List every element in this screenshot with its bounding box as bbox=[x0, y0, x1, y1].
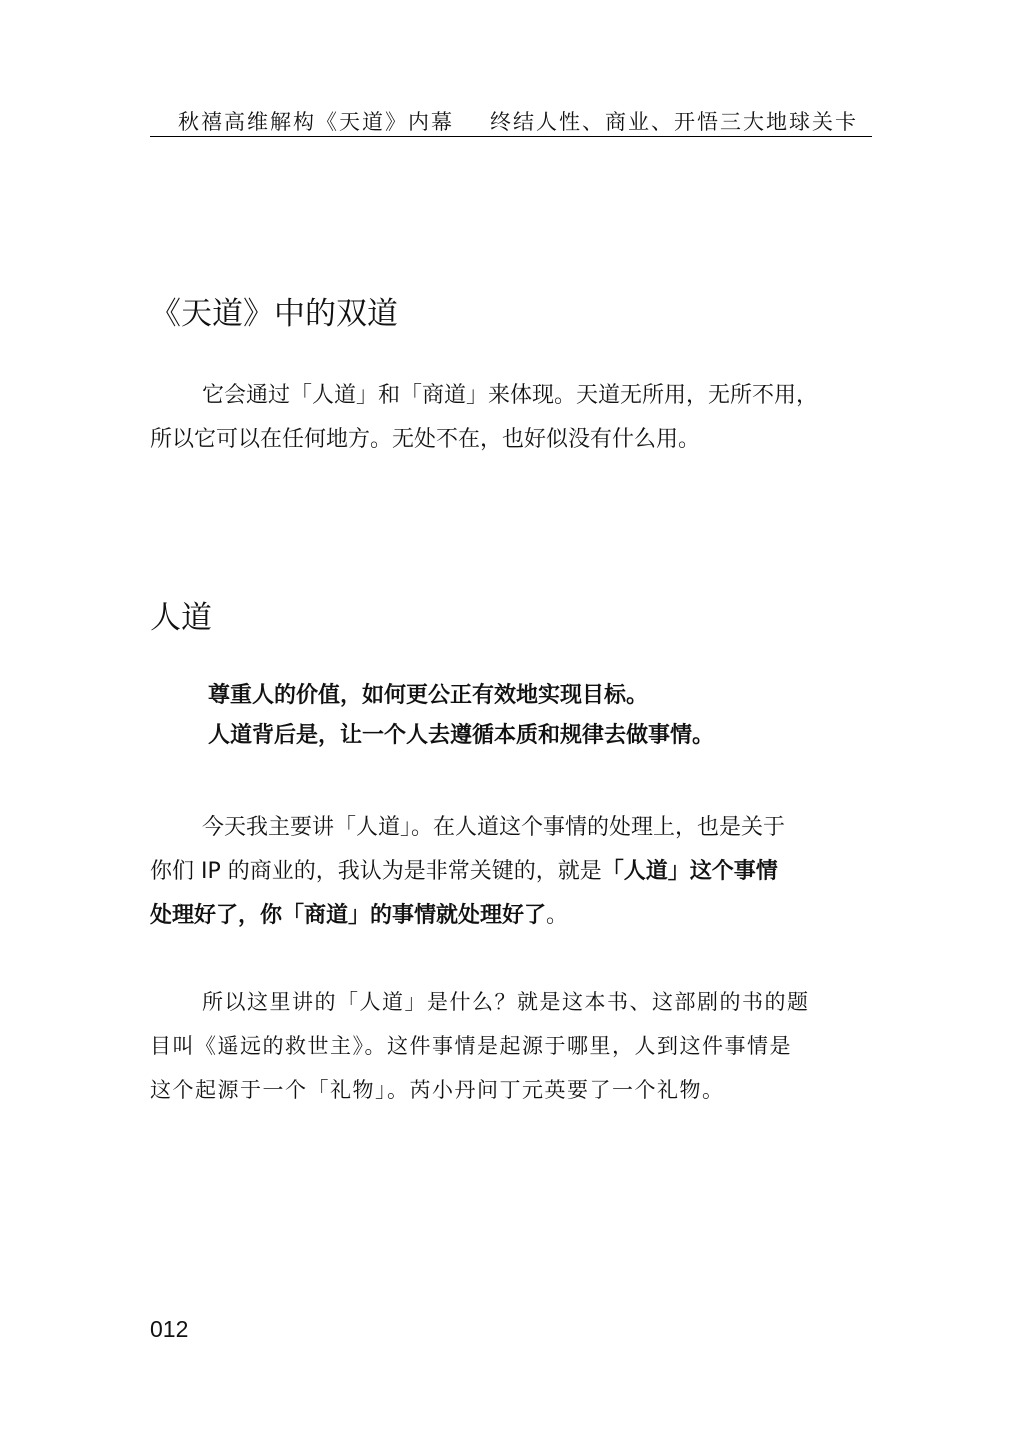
bold-callout bbox=[208, 676, 714, 756]
paragraph-line bbox=[150, 850, 872, 894]
page-number: 012 bbox=[150, 1316, 189, 1342]
plain-text: 你们 IP 的商业的，我认为是非常关键的，就是 bbox=[150, 859, 602, 884]
callout-line: 尊重人的价值，如何更公正有效地实现目标。 bbox=[208, 683, 649, 708]
rendao-paragraph bbox=[150, 806, 872, 938]
callout-line: 人道背后是，让一个人去遵循本质和规律去做事情。 bbox=[208, 723, 715, 748]
paragraph-line: 所以它可以在任何地方。无处不在，也好似没有什么用。 bbox=[150, 427, 701, 452]
header-book-title: 秋禧高维解构《天道》内幕 bbox=[178, 110, 454, 134]
gift-paragraph bbox=[150, 980, 872, 1112]
header-subtitle: 终结人性、商业、开悟三大地球关卡 bbox=[490, 110, 858, 134]
section-heading-dual-dao: 《天道》中的双道 bbox=[150, 296, 398, 332]
section-heading-rendao: 人道 bbox=[150, 600, 212, 636]
paragraph-line: 这个起源于一个「礼物」。芮小丹问丁元英要了一个礼物。 bbox=[150, 1078, 725, 1102]
plain-text: 。 bbox=[546, 903, 569, 928]
paragraph-line: 目叫《遥远的救世主》。这件事情是起源于哪里，人到这件事情是 bbox=[150, 1034, 792, 1058]
paragraph-line: 所以这里讲的「人道」是什么？就是这本书、这部剧的书的题 bbox=[202, 990, 810, 1014]
intro-paragraph bbox=[150, 374, 872, 462]
bold-text: 处理好了，你「商道」的事情就处理好了 bbox=[150, 903, 547, 928]
paragraph-line: 今天我主要讲「人道」。在人道这个事情的处理上，也是关于 bbox=[202, 815, 786, 840]
bold-text: 「人道」这个事情 bbox=[601, 859, 778, 884]
running-header bbox=[150, 104, 872, 137]
paragraph-line bbox=[150, 894, 872, 938]
paragraph-line: 它会通过「人道」和「商道」来体现。天道无所用，无所不用， bbox=[202, 383, 819, 408]
